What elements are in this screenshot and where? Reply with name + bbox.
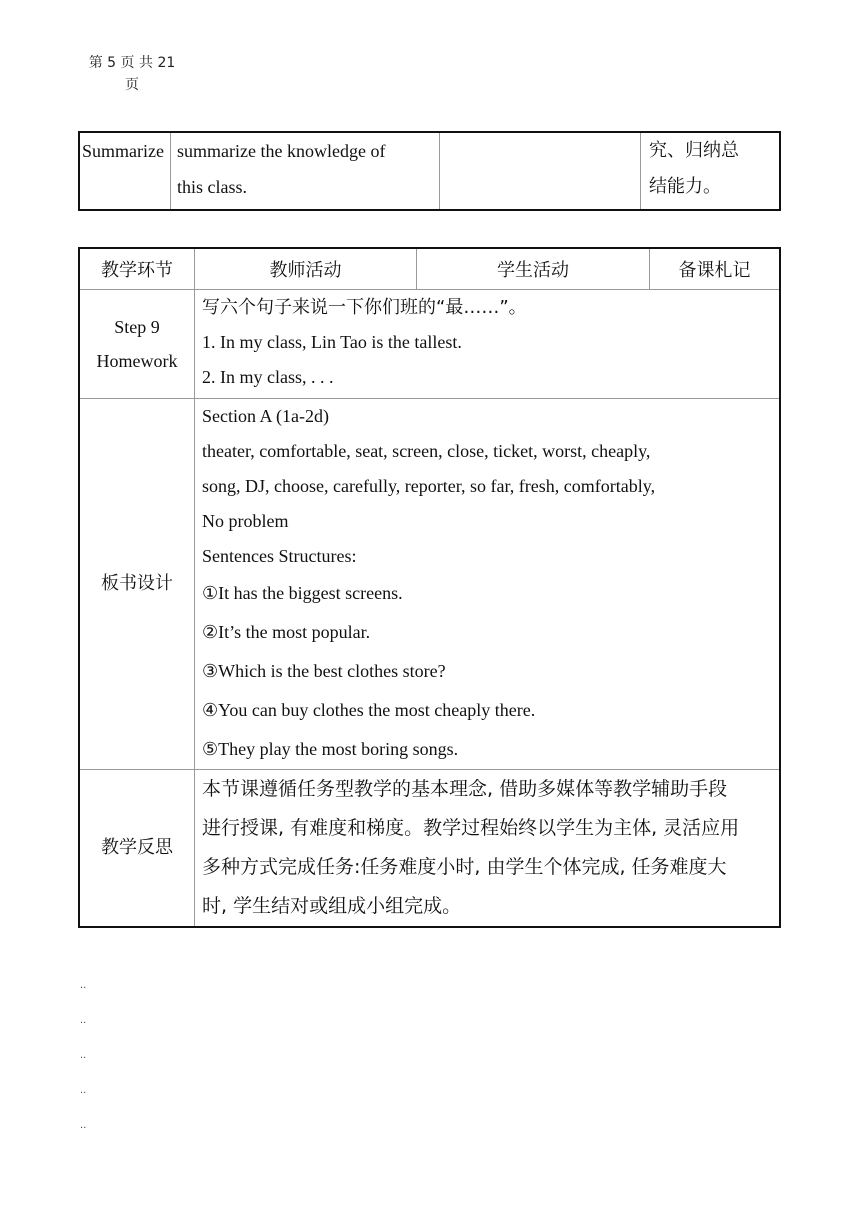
board-line: ②It’s the most popular. bbox=[202, 622, 371, 642]
notes-cell bbox=[641, 132, 781, 210]
board-line: song, DJ, choose, carefully, reporter, so far, fresh, comfortably, bbox=[202, 476, 656, 496]
step-cell bbox=[79, 132, 171, 210]
header-student: 学生活动 bbox=[417, 248, 650, 290]
lesson-plan-table bbox=[78, 247, 781, 928]
footer-mark: .. bbox=[80, 1050, 87, 1061]
board-content bbox=[195, 399, 781, 770]
reflection-line: 本节课遵循任务型教学的基本理念, 借助多媒体等教学辅助手段 bbox=[202, 778, 728, 800]
header-notes: 备课札记 bbox=[650, 248, 781, 290]
teacher-activity-line1: summarize the knowledge of bbox=[177, 141, 386, 161]
footer-mark: .. bbox=[80, 1015, 87, 1026]
board-line: theater, comfortable, seat, screen, close, ticket, worst, cheaply, bbox=[202, 441, 651, 461]
board-line: Section A (1a-2d) bbox=[202, 406, 329, 426]
footer-mark: .. bbox=[80, 1085, 87, 1096]
page-number-line1: 第 5 页 共 21 bbox=[88, 55, 176, 71]
footer-mark: .. bbox=[80, 1120, 87, 1131]
notes-line2: 结能力。 bbox=[649, 176, 721, 197]
board-line: ③Which is the best clothes store? bbox=[202, 661, 446, 681]
reflection-line: 时, 学生结对或组成小组完成。 bbox=[202, 895, 462, 917]
footer-mark: .. bbox=[80, 980, 87, 991]
homework-line: 写六个句子来说一下你们班的“最……”。 bbox=[202, 297, 527, 318]
board-line: ⑤They play the most boring songs. bbox=[202, 739, 459, 759]
homework-label-line2: Homework bbox=[96, 351, 178, 371]
board-line: ④You can buy clothes the most cheaply there. bbox=[202, 700, 536, 720]
summary-row bbox=[79, 132, 780, 210]
header-teacher: 教师活动 bbox=[195, 248, 417, 290]
homework-line: 1. In my class, Lin Tao is the tallest. bbox=[202, 332, 462, 352]
teacher-activity-cell bbox=[171, 132, 440, 210]
homework-line: 2. In my class, . . . bbox=[202, 367, 334, 387]
homework-label-line1: Step 9 bbox=[114, 317, 160, 337]
board-label: 板书设计 bbox=[79, 399, 195, 770]
board-line: No problem bbox=[202, 511, 289, 531]
header-step: 教学环节 bbox=[79, 248, 195, 290]
homework-label bbox=[79, 290, 195, 399]
reflection-row bbox=[79, 770, 780, 928]
homework-content bbox=[195, 290, 781, 399]
reflection-line: 多种方式完成任务:任务难度小时, 由学生个体完成, 任务难度大 bbox=[202, 856, 727, 878]
board-line: Sentences Structures: bbox=[202, 546, 357, 566]
page-number-line2: 页 bbox=[125, 77, 139, 93]
header-row bbox=[79, 248, 780, 290]
board-row bbox=[79, 399, 780, 770]
board-line: ①It has the biggest screens. bbox=[202, 583, 403, 603]
homework-row bbox=[79, 290, 780, 399]
teacher-activity-line2: this class. bbox=[177, 177, 247, 197]
reflection-label: 教学反思 bbox=[79, 770, 195, 928]
notes-line1: 究、归纳总 bbox=[649, 140, 739, 161]
reflection-line: 进行授课, 有难度和梯度。教学过程始终以学生为主体, 灵活应用 bbox=[202, 817, 740, 839]
page-number bbox=[84, 52, 180, 96]
reflection-content bbox=[195, 770, 781, 928]
student-activity-cell bbox=[440, 132, 641, 210]
summary-table bbox=[78, 131, 781, 211]
step-label: Summarize bbox=[82, 141, 164, 161]
